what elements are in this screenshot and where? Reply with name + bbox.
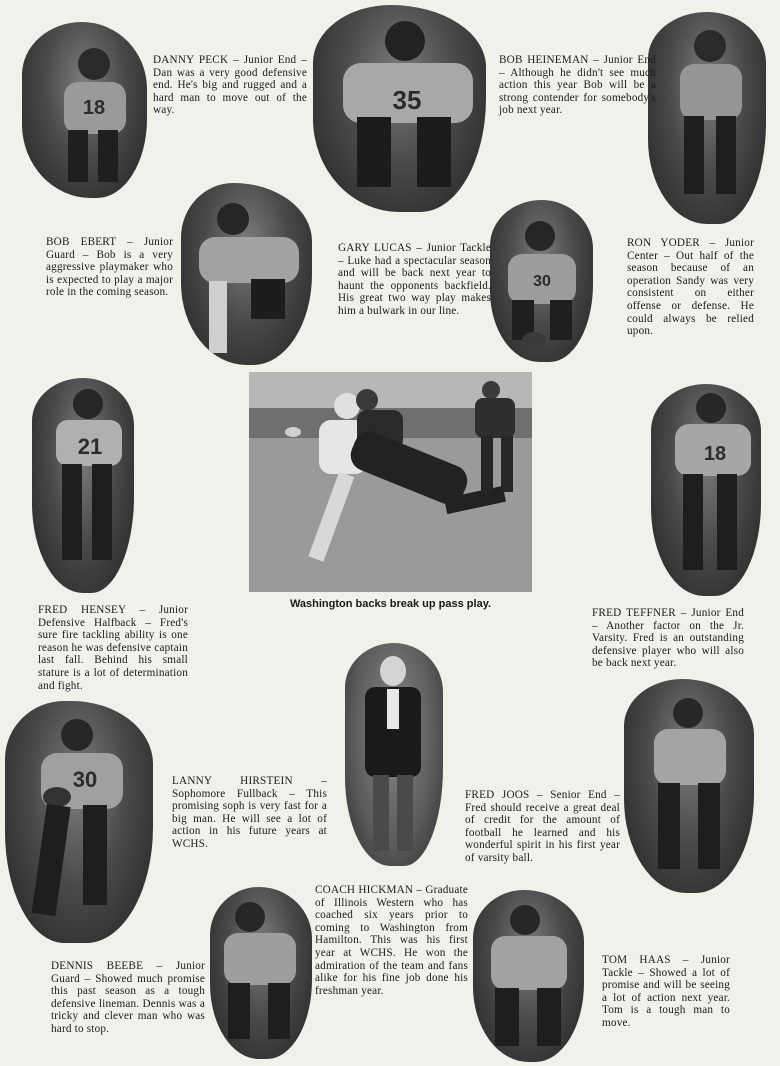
jersey-number: 30 <box>533 273 551 290</box>
player-photo-peck <box>22 22 147 198</box>
coach-photo <box>345 643 443 866</box>
caption-bob-heineman: BOB HEINEMAN – Junior End – Although he didn't see much action this year Bob will be a strong contender for somebody's job next year. <box>499 54 656 117</box>
caption-fred-joos: FRED JOOS – Senior End – Fred should receive a great deal of credit for the amount of football he learned and his wonderful spirit in his first year of varsity ball. <box>465 789 620 864</box>
caption-fred-hensey: FRED HENSEY – Junior Defensive Halfback – Fred's sure fire tackling ability is one reason he was defensive captain last fall. Behind his small stature is a lot of determination and fight. <box>38 604 188 692</box>
caption-tom-haas: TOM HAAS – Junior Tackle – Showed a lot of promise and will be seeing a lot of action next year. Tom is a tough man to move. <box>602 954 730 1029</box>
player-photo-haas <box>473 890 584 1062</box>
jersey-number: 30 <box>72 767 98 792</box>
caption-ron-yoder: RON YODER – Junior Center – Out half of the season because of an operation Sandy was very consistent on either offense or defense. He could always be relied upon. <box>627 237 754 338</box>
caption-danny-peck: DANNY PECK – Junior End – Dan was a very good defensive end. He's big and rugged and a hard man to move out of the way. <box>153 54 307 117</box>
jersey-number: 21 <box>77 434 103 459</box>
player-photo-top-right <box>648 12 766 224</box>
caption-bob-ebert: BOB EBERT – Junior Guard – Bob is a very aggressive playmaker who is expected to play a major role in the coming season. <box>46 236 173 299</box>
action-photo-caption: Washington backs break up pass play. <box>289 598 492 610</box>
action-photo <box>249 372 532 592</box>
caption-lanny-hirstein: LANNY HIRSTEIN – Sophomore Fullback – This promising soph is very fast for a big man. He will see a lot of action in his future years at WCHS. <box>172 775 327 850</box>
player-photo-beebe <box>210 887 312 1059</box>
player-photo-teffner <box>651 384 761 596</box>
player-photo-heineman <box>313 5 486 212</box>
player-photo-yoder <box>490 200 593 362</box>
caption-coach-hickman: COACH HICKMAN – Graduate of Illinois Western who has coached six years prior to coming to Washington from Hamilton. This was his first year at WCHS. He won the admiration of the team and fans alike for his fine job done his freshman year. <box>315 884 468 997</box>
player-photo-ebert <box>181 183 312 365</box>
caption-fred-teffner: FRED TEFFNER – Junior End – Another factor on the Jr. Varsity. Fred is an outstanding defensive player who will also be back next year. <box>592 607 744 670</box>
player-photo-hensey <box>32 378 134 593</box>
jersey-number: 18 <box>703 443 727 465</box>
jersey-number: 18 <box>82 97 106 119</box>
caption-gary-lucas: GARY LUCAS – Junior Tackle – Luke had a spectacular season and will be back next year to haunt the opponents backfield. His great two way play makes him a bulwark in our line. <box>338 242 491 317</box>
player-photo-joos <box>624 679 754 893</box>
jersey-number: 35 <box>392 85 422 115</box>
player-photo-hirstein <box>5 701 153 943</box>
caption-dennis-beebe: DENNIS BEEBE – Junior Guard – Showed much promise this past season as a tough defensive lineman. Dennis was a tricky and clever man who was hard to stop. <box>51 960 205 1035</box>
